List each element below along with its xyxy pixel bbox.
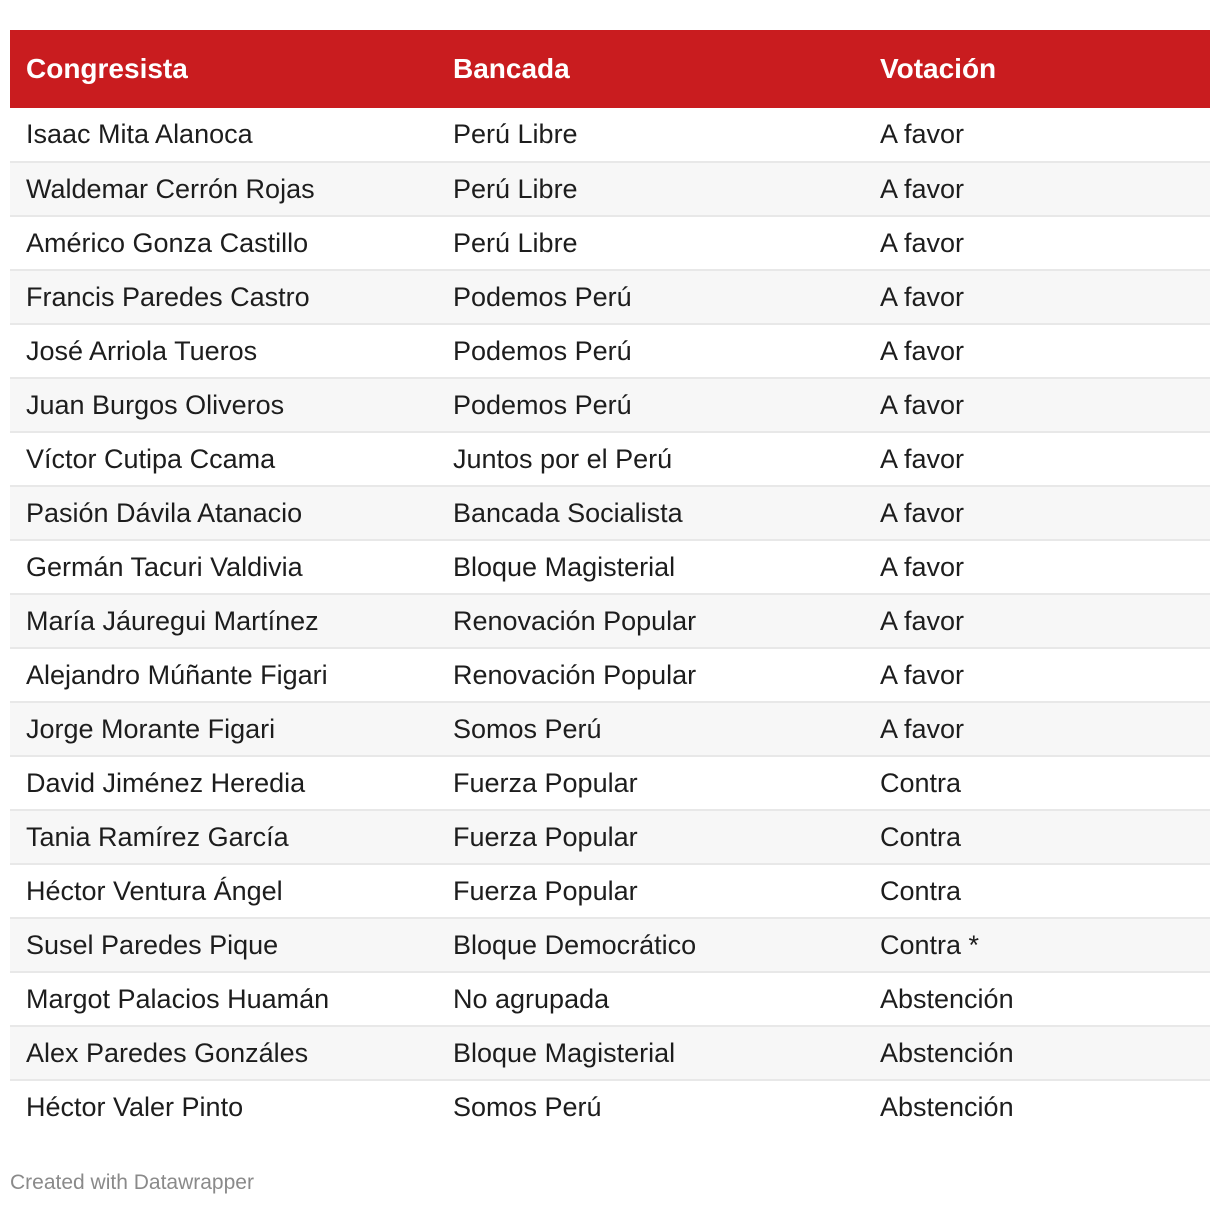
table-row <box>10 378 1210 432</box>
table-row <box>10 1080 1210 1134</box>
cell-votacion: Abstención <box>880 1037 1014 1068</box>
cell-bancada: Fuerza Popular <box>453 821 638 852</box>
table-row <box>10 432 1210 486</box>
cell-congresista: Jorge Morante Figari <box>26 713 276 744</box>
cell-votacion: Contra <box>880 767 962 798</box>
cell-congresista: Susel Paredes Pique <box>26 929 279 960</box>
table-body <box>10 108 1210 1134</box>
cell-bancada: Perú Libre <box>453 119 578 149</box>
column-header-bancada[interactable]: Bancada <box>453 53 570 84</box>
table-row <box>10 540 1210 594</box>
cell-congresista: Margot Palacios Huamán <box>26 983 330 1014</box>
cell-congresista: Alejandro Múñante Figari <box>26 659 328 690</box>
cell-votacion: A favor <box>880 605 965 636</box>
cell-bancada: Bloque Magisterial <box>453 1037 676 1068</box>
table-row <box>10 1026 1210 1080</box>
cell-congresista: Alex Paredes Gonzáles <box>26 1037 309 1068</box>
cell-congresista: Germán Tacuri Valdivia <box>26 551 303 582</box>
table-row <box>10 918 1210 972</box>
table-row <box>10 162 1210 216</box>
table-row <box>10 108 1210 162</box>
column-header-votacion[interactable]: Votación <box>880 53 997 84</box>
column-header-congresista[interactable]: Congresista <box>26 53 188 84</box>
cell-bancada: Podemos Perú <box>453 281 632 312</box>
cell-congresista: Tania Ramírez García <box>26 821 289 852</box>
cell-bancada: Bancada Socialista <box>453 497 683 528</box>
vote-table <box>10 30 1210 1134</box>
cell-votacion: Abstención <box>880 983 1014 1014</box>
cell-votacion: A favor <box>880 119 965 149</box>
cell-votacion: A favor <box>880 227 965 258</box>
cell-votacion: A favor <box>880 713 965 744</box>
table-row <box>10 270 1210 324</box>
table-row <box>10 756 1210 810</box>
table-row <box>10 810 1210 864</box>
cell-votacion: A favor <box>880 389 965 420</box>
cell-congresista: Francis Paredes Castro <box>26 281 310 312</box>
cell-votacion: Contra <box>880 875 962 906</box>
table-row <box>10 702 1210 756</box>
cell-votacion: Abstención <box>880 1092 1014 1122</box>
cell-congresista: Américo Gonza Castillo <box>26 227 309 258</box>
table-row <box>10 864 1210 918</box>
header-row <box>10 30 1210 108</box>
cell-votacion: A favor <box>880 659 965 690</box>
table-row <box>10 648 1210 702</box>
cell-congresista: José Arriola Tueros <box>26 335 258 366</box>
cell-votacion: A favor <box>880 173 965 204</box>
cell-votacion: Contra <box>880 821 962 852</box>
cell-votacion: A favor <box>880 281 965 312</box>
cell-votacion: Contra * <box>880 929 980 960</box>
cell-congresista: Víctor Cutipa Ccama <box>26 443 276 474</box>
cell-bancada: Podemos Perú <box>453 389 632 420</box>
cell-bancada: Renovación Popular <box>453 605 697 636</box>
cell-bancada: Renovación Popular <box>453 659 697 690</box>
cell-bancada: No agrupada <box>453 983 610 1014</box>
cell-votacion: A favor <box>880 497 965 528</box>
cell-bancada: Fuerza Popular <box>453 875 638 906</box>
cell-bancada: Podemos Perú <box>453 335 632 366</box>
table-row <box>10 594 1210 648</box>
cell-bancada: Somos Perú <box>453 1092 602 1122</box>
table-row <box>10 486 1210 540</box>
cell-votacion: A favor <box>880 551 965 582</box>
table-row <box>10 972 1210 1026</box>
cell-bancada: Somos Perú <box>453 713 602 744</box>
cell-votacion: A favor <box>880 443 965 474</box>
cell-votacion: A favor <box>880 335 965 366</box>
cell-bancada: Bloque Democrático <box>453 929 697 960</box>
table-header <box>10 30 1210 108</box>
cell-congresista: María Jáuregui Martínez <box>26 605 319 636</box>
datawrapper-credit[interactable]: Created with Datawrapper <box>10 1171 254 1194</box>
cell-bancada: Juntos por el Perú <box>453 443 673 474</box>
table-row <box>10 216 1210 270</box>
cell-congresista: Waldemar Cerrón Rojas <box>26 173 315 204</box>
cell-bancada: Bloque Magisterial <box>453 551 676 582</box>
cell-congresista: Juan Burgos Oliveros <box>26 389 285 420</box>
cell-bancada: Fuerza Popular <box>453 767 638 798</box>
cell-congresista: Héctor Valer Pinto <box>26 1092 244 1122</box>
cell-congresista: Pasión Dávila Atanacio <box>26 497 303 528</box>
table-row <box>10 324 1210 378</box>
cell-congresista: Isaac Mita Alanoca <box>26 119 253 149</box>
cell-bancada: Perú Libre <box>453 173 578 204</box>
cell-congresista: David Jiménez Heredia <box>26 767 306 798</box>
cell-congresista: Héctor Ventura Ángel <box>26 875 283 906</box>
cell-bancada: Perú Libre <box>453 227 578 258</box>
vote-table-container <box>10 30 1210 1134</box>
